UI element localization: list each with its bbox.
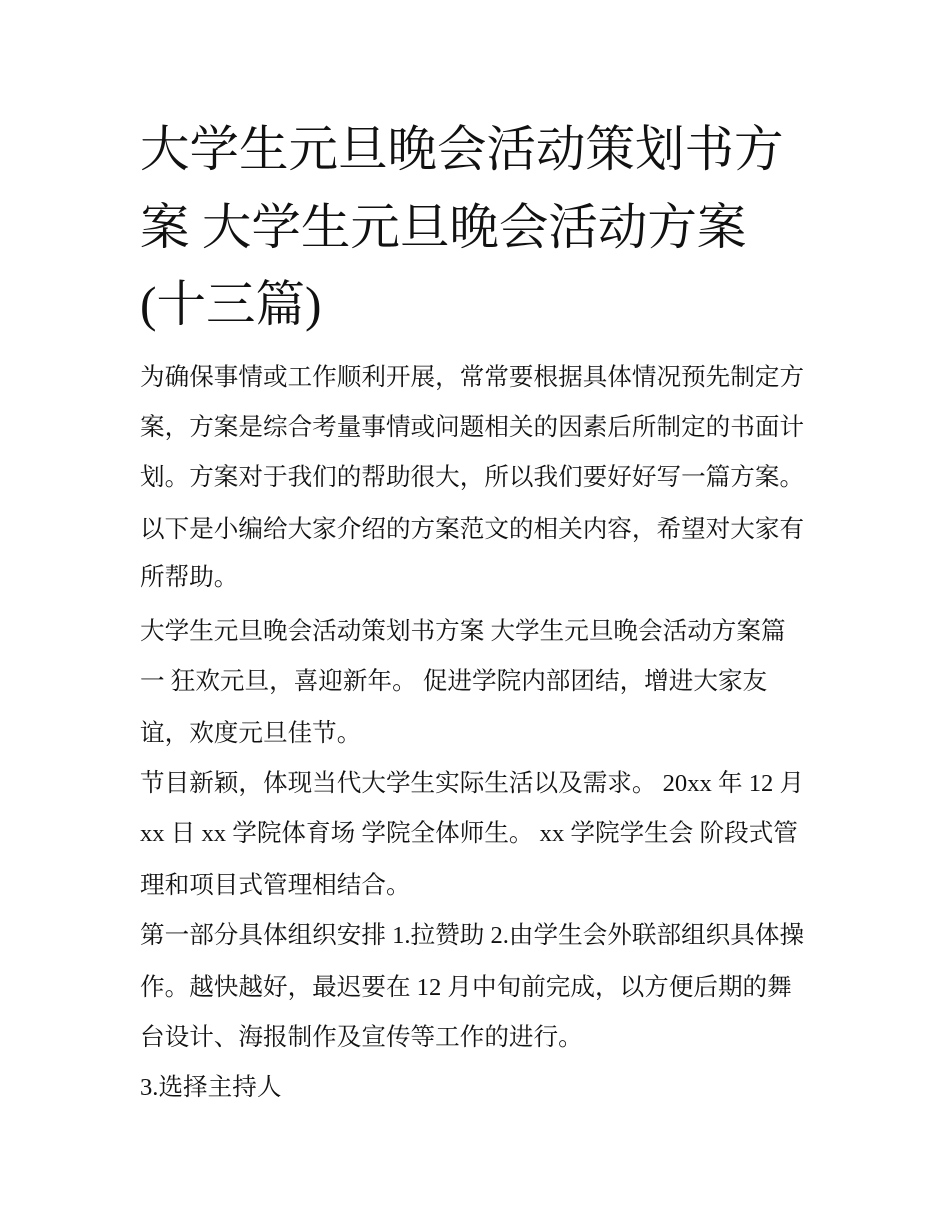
title-line: 大学生元旦晚会活动策划书方 xyxy=(140,122,784,177)
body-line: 为确保事情或工作顺利开展，常常要根据具体情况预先制定方 xyxy=(140,364,805,391)
body-line: 作。越快越好，最迟要在 12 月中旬前完成，以方便后期的舞 xyxy=(140,974,792,1001)
title-line: (十三篇) xyxy=(140,277,322,332)
body-line: 第一部分具体组织安排 1.拉赞助 2.由学生会外联部组织具体操 xyxy=(140,922,805,949)
body-line: 案，方案是综合考量事情或问题相关的因素后所制定的书面计 xyxy=(140,414,805,441)
body-line: 一 狂欢元旦，喜迎新年。 促进学院内部团结，增进大家友 xyxy=(140,668,768,695)
body-line: 3.选择主持人 xyxy=(140,1074,282,1101)
body-line: 谊，欢度元旦佳节。 xyxy=(140,720,362,747)
body-line: xx 日 xx 学院体育场 学院全体师生。 xx 学院学生会 阶段式管 xyxy=(140,820,798,847)
body-line: 以下是小编给大家介绍的方案范文的相关内容，希望对大家有 xyxy=(140,516,805,543)
body-line: 划。方案对于我们的帮助很大，所以我们要好好写一篇方案。 xyxy=(140,464,805,491)
body-line: 大学生元旦晚会活动策划书方案 大学生元旦晚会活动方案篇 xyxy=(140,618,786,645)
body-line: 理和项目式管理相结合。 xyxy=(140,872,411,899)
title-line: 案 大学生元旦晚会活动方案 xyxy=(140,200,747,255)
body-line: 节目新颖，体现当代大学生实际生活以及需求。 20xx 年 12 月 xyxy=(140,770,805,797)
body-line: 台设计、海报制作及宣传等工作的进行。 xyxy=(140,1024,583,1051)
body-line: 所帮助。 xyxy=(140,564,239,591)
